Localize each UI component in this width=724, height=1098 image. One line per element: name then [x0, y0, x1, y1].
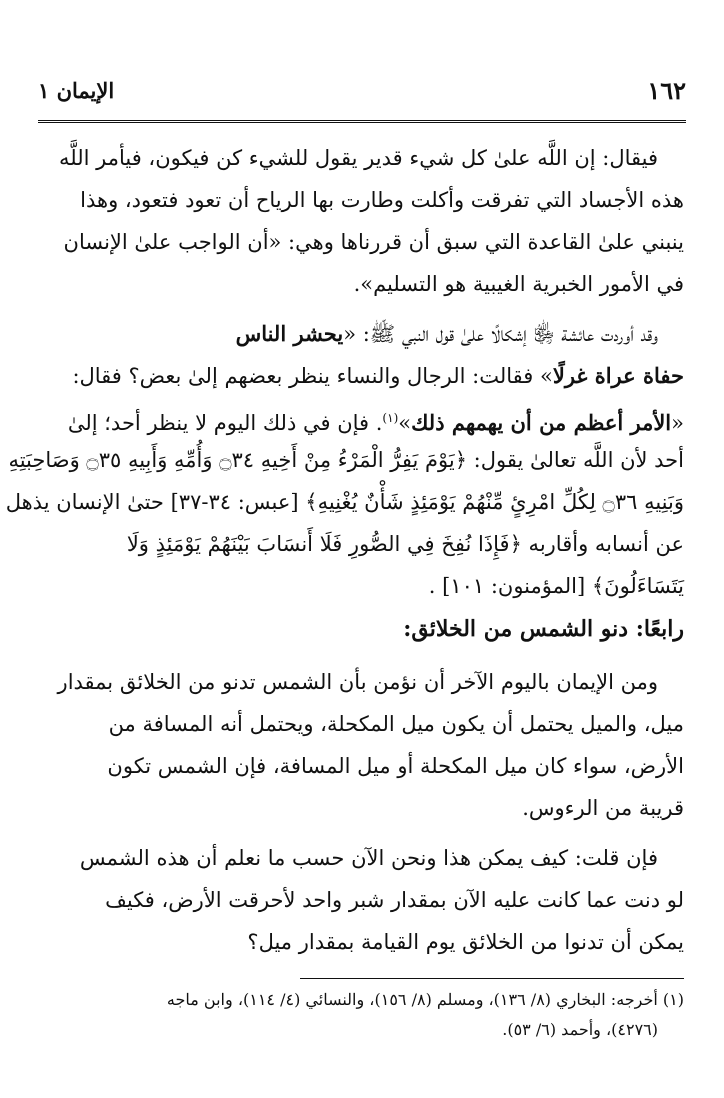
p2-line-5: وَبَنِيهِ ۝٣٦ لِكُلِّ امْرِئٍ مِّنْهُمْ يَوْمَئِذٍ شَأْنٌ يُغْنِيهِ﴾ [عبس: ٣٤-٣٧] حتىٰ الإنسان يذهل [5, 490, 684, 514]
p2-text: » فقالت: الرجال والنساء ينظر بعضهم إلىٰ بعض؟ فقال: [72, 364, 553, 388]
p4-line-2: لو دنت عما كانت عليه الآن بمقدار شبر واحد لأحرقت الأرض، فكيف [105, 888, 684, 912]
p2-line-4: أحد لأن اللَّه تعالىٰ يقول: ﴿يَوْمَ يَفِرُّ الْمَرْءُ مِنْ أَخِيهِ ۝٣٤ وَأُمِّهِ وَأَبِيهِ ۝٣٥ وَصَاحِبَتِهِ [8, 448, 684, 472]
p2-line-1 [40, 316, 684, 352]
p2-line-7: يَتَسَاءَلُونَ﴾ [المؤمنون: ١٠١] . [428, 574, 684, 598]
quote-close: » [398, 411, 412, 435]
p1-line-2: هذه الأجساد التي تفرقت وأكلت وطارت بها الرياح أن تعود فتعود، وهذا [80, 188, 684, 212]
p2-text: . فإن في ذلك اليوم لا ينظر أحد؛ إلىٰ [67, 411, 383, 435]
p3-line-4: قريبة من الرءوس. [522, 796, 684, 820]
p3-line-2: ميل، والميل يحتمل أن يكون ميل المكحلة، ويحتمل أنه المسافة من [108, 712, 684, 736]
p3-line-3: الأرض، سواء كان ميل المكحلة أو ميل المسافة، فإن الشمس تكون [107, 754, 684, 778]
page-number: ١٦٢ [647, 76, 686, 105]
p3-line-1: ومن الإيمان باليوم الآخر أن نؤمن بأن الشمس تدنو من الخلائق بمقدار [57, 670, 658, 694]
p1-line-3: ينبني علىٰ القاعدة التي سبق أن قررناها وهي: «أن الواجب علىٰ الإنسان [63, 230, 684, 254]
footnote-line-2: (٤٢٧٦)، وأحمد (٦/ ٥٣). [502, 1020, 658, 1039]
footnote-ref: (١) [382, 411, 399, 425]
p1-line-4: في الأمور الخبرية الغيبية هو التسليم». [353, 272, 684, 296]
hadith-bold: حفاة عراة غرلًا [552, 363, 684, 388]
header-divider [38, 120, 686, 123]
p2-text: وقد أوردت عائشة ﵂ إشكالًا علىٰ قول النبي ﷺ: « [343, 322, 658, 346]
p2-line-3 [40, 400, 684, 441]
hadith-bold: الأمر أعظم من أن يهمهم ذلك [411, 410, 672, 435]
p4-line-1: فإن قلت: كيف يمكن هذا ونحن الآن حسب ما نعلم أن هذه الشمس [79, 846, 658, 870]
book-title: الإيمان ١ [38, 78, 115, 103]
footnote-line-1: (١) أخرجه: البخاري (٨/ ١٣٦)، ومسلم (٨/ ١٥٦)، والنسائي (٤/ ١١٤)، وابن ماجه [166, 990, 684, 1009]
p4-line-3: يمكن أن تدنوا من الخلائق يوم القيامة بمقدار ميل؟ [247, 930, 684, 954]
p2-line-2 [40, 358, 684, 394]
p2-line-6: عن أنسابه وأقاربه ﴿فَإِذَا نُفِخَ فِي الصُّورِ فَلَا أَنسَابَ بَيْنَهُمْ يَوْمَئِذٍ وَلَا [126, 532, 684, 556]
footnote-divider [300, 978, 684, 979]
p1-line-1: فيقال: إن اللَّه علىٰ كل شيء قدير يقول للشيء كن فيكون، فيأمر اللَّه [59, 146, 658, 170]
hadith-bold: يحشر الناس [235, 321, 344, 346]
section-heading: رابعًا: دنو الشمس من الخلائق: [403, 616, 684, 642]
page-header [38, 74, 686, 110]
quote-open: « [671, 411, 684, 435]
